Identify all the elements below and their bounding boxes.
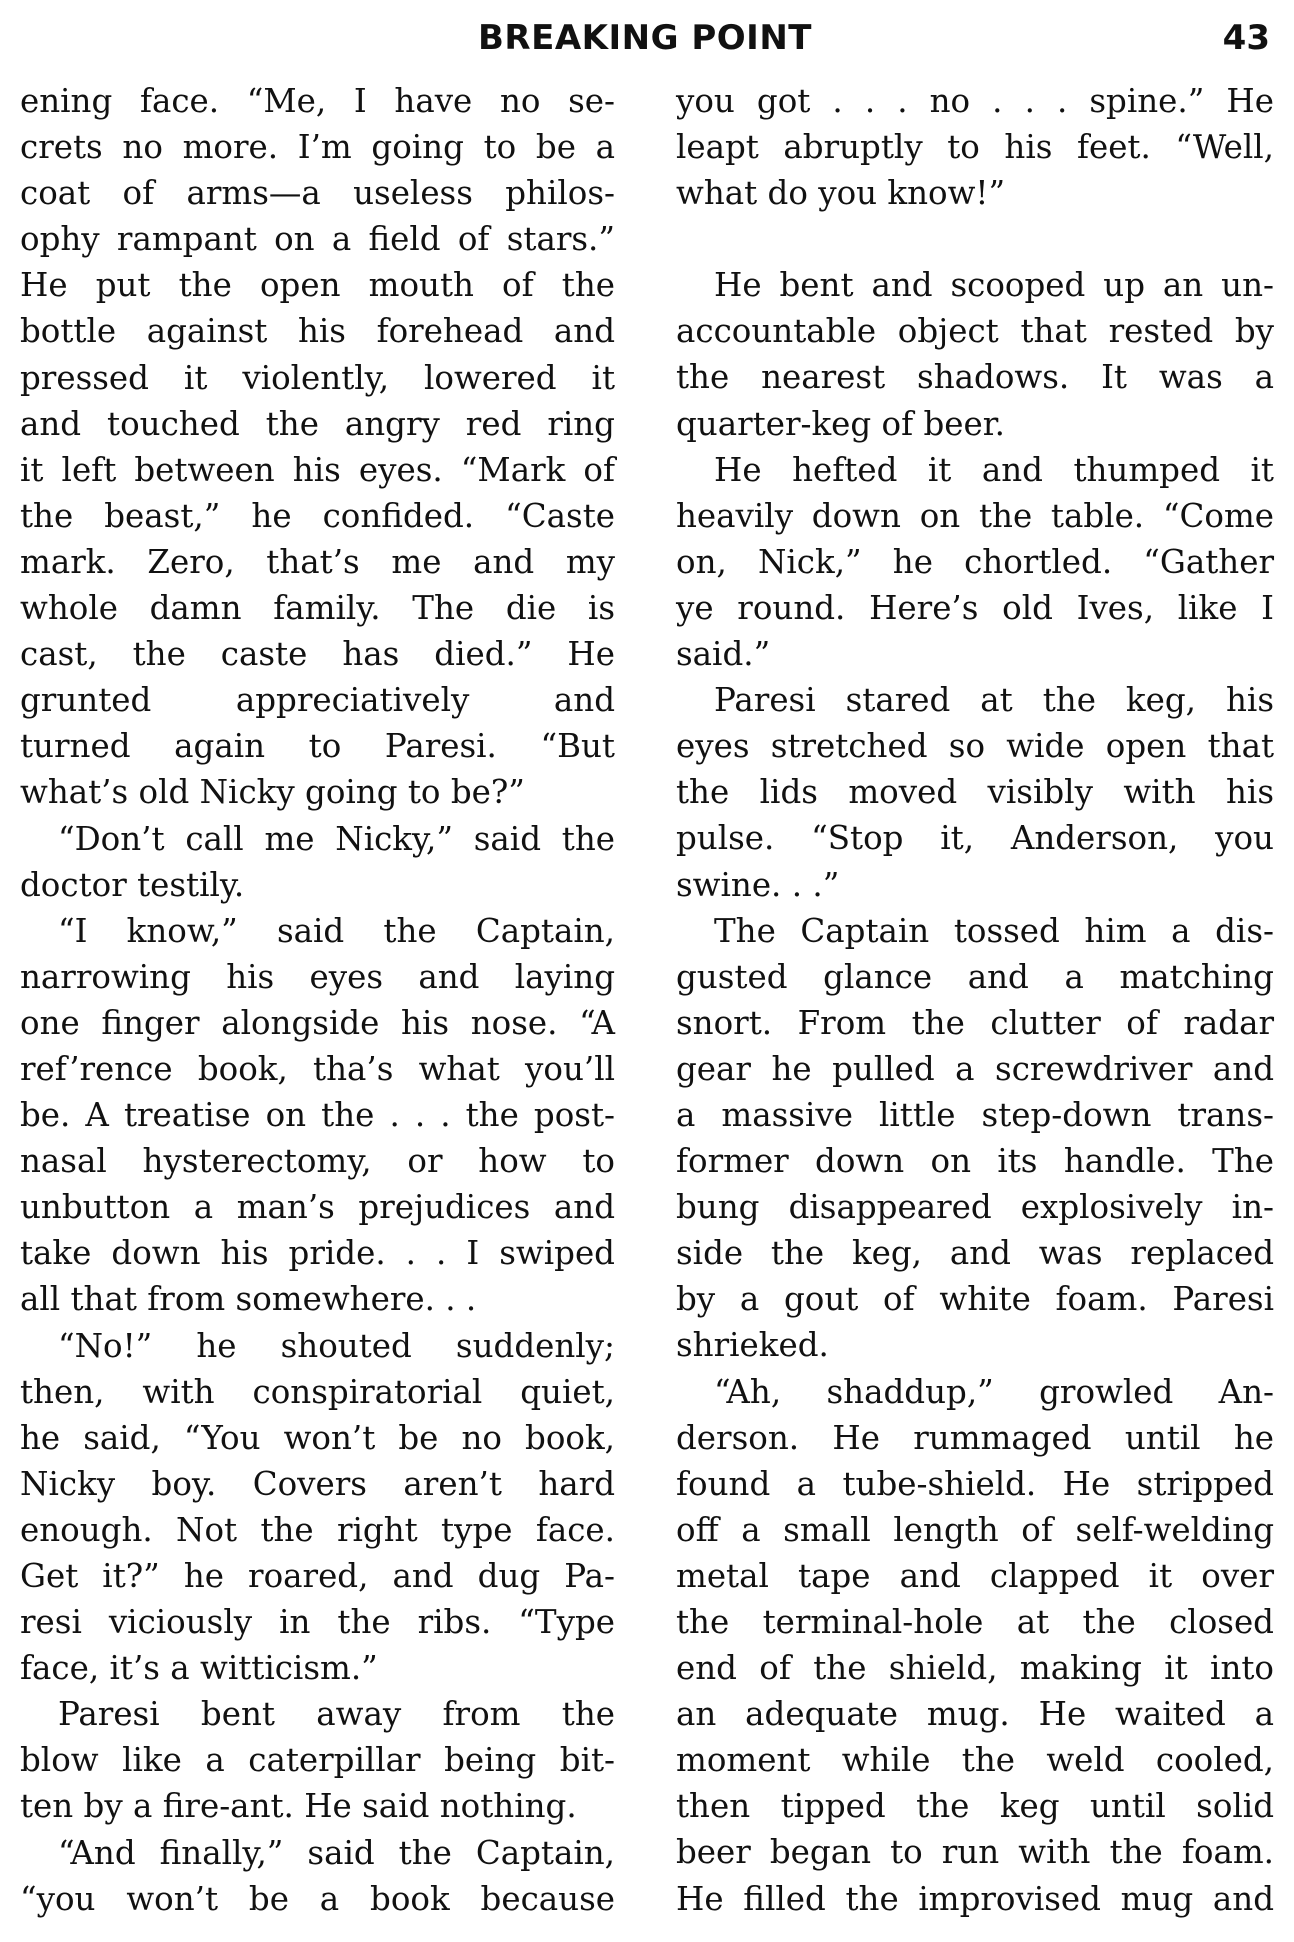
text-line: “No!” he shouted suddenly; [58,1326,615,1365]
page-number: 43 [1222,18,1270,58]
text-line: blow like a caterpillar being bit- [20,1741,615,1780]
text-line: grunted appreciatively and [20,681,615,720]
text-line: “And finally,” said the Captain, [58,1833,615,1872]
text-line: what’s old Nicky going to be?” [20,773,525,812]
text-line: the nearest shadows. It was a [676,358,1274,397]
text-line: the lids moved visibly with his [676,773,1274,812]
text-line: swine. . .” [676,865,840,904]
text-line: beer began to run with the foam. [676,1833,1274,1872]
text-line: Get it?” he roared, and dug Pa- [20,1557,615,1595]
text-line: eyes stretched so wide open that [676,727,1274,766]
text-line: heavily down on the table. “Come [676,496,1274,535]
text-line: Paresi bent away from the [58,1695,615,1734]
text-line: ye round. Here’s old Ives, like I [676,588,1274,627]
text-line: an adequate mug. He waited a [676,1695,1274,1734]
text-line: and touched the angry red ring [20,404,615,443]
left-column [20,78,615,1922]
text-line: then tipped the keg until solid [676,1787,1274,1826]
text-line: crets no more. I’m going to be a [20,128,615,167]
text-line: “Ah, shaddup,” growled An- [714,1372,1274,1411]
text-line: “Don’t call me Nicky,” said the [58,819,615,858]
text-line: doctor testily. [20,865,245,904]
text-line: you got . . . no . . . spine.” He [676,82,1274,120]
text-line: gusted glance and a matching [676,957,1274,996]
text-line: coat of arms—a useless philos- [20,174,615,213]
text-line: Paresi stared at the keg, his [714,681,1274,720]
text-line: a massive little step-down trans- [676,1095,1274,1134]
text-line: it left between his eyes. “Mark of [20,450,615,489]
running-head [20,14,1270,62]
text-line: off a small length of self-welding [676,1510,1274,1549]
text-line: ref’rence book, tha’s what you’ll [20,1049,615,1088]
text-line: He filled the improvised mug and [676,1879,1274,1918]
text-line: resi viciously in the ribs. “Type [20,1603,615,1642]
text-line: accountable object that rested by [676,312,1274,351]
text-line: gear he pulled a screwdriver and [676,1049,1274,1088]
text-line: snort. From the clutter of radar [676,1003,1274,1042]
text-line: be. A treatise on the . . . the post- [20,1096,615,1135]
right-column [676,78,1274,1922]
text-line: cast, the caste has died.” He [20,635,615,674]
text-line: Nicky boy. Covers aren’t hard [20,1464,615,1503]
text-line: He hefted it and thumped it [714,450,1274,489]
text-line: on, Nick,” he chortled. “Gather [676,542,1274,581]
text-line: whole damn family. The die is [20,589,615,628]
text-line: “I know,” said the Captain, [58,911,615,950]
text-line: face, it’s a witticism.” [20,1649,378,1688]
text-line: end of the shield, making it into [676,1649,1274,1688]
text-line: pressed it violently, lowered it [20,358,615,397]
text-line: moment while the weld cooled, [676,1741,1274,1780]
text-line: metal tape and clapped it over [676,1556,1274,1595]
text-line: take down his pride. . . I swiped [20,1234,615,1273]
text-line: found a tube-shield. He stripped [676,1464,1274,1503]
text-line: mark. Zero, that’s me and my [20,542,615,581]
text-line: then, with conspiratorial quiet, [20,1372,615,1411]
text-line: ening face. “Me, I have no se- [20,82,615,120]
text-line: unbutton a man’s prejudices and [20,1188,615,1227]
text-line: He put the open mouth of the [20,266,615,305]
text-line: ophy rampant on a field of stars.” [20,220,615,259]
text-line: the beast,” he confided. “Caste [20,496,615,535]
text-line: nasal hysterectomy, or how to [20,1142,615,1181]
text-line: leapt abruptly to his feet. “Well, [676,128,1274,167]
text-line: by a gout of white foam. Paresi [676,1280,1274,1319]
text-line: “you won’t be a book because [20,1879,615,1918]
text-line: what do you know!” [676,174,1006,213]
text-line: derson. He rummaged until he [676,1418,1274,1457]
text-line: pulse. “Stop it, Anderson, you [676,819,1274,858]
text-line: the terminal-hole at the closed [676,1603,1274,1641]
text-line: former down on its handle. The [676,1142,1274,1181]
text-line: ten by a fire-ant. He said nothing. [20,1787,577,1826]
text-line: all that from somewhere. . . [20,1280,477,1319]
text-line: narrowing his eyes and laying [20,957,615,996]
text-line: one finger alongside his nose. “A [20,1003,615,1042]
text-line: he said, “You won’t be no book, [20,1418,615,1457]
text-line: turned again to Paresi. “But [20,727,615,766]
text-line: The Captain tossed him a dis- [714,911,1274,950]
paragraph-gap [676,216,1274,262]
text-line: bung disappeared explosively in- [676,1188,1274,1227]
text-line: He bent and scooped up an un- [714,266,1274,305]
text-line: bottle against his forehead and [20,312,615,351]
running-title: BREAKING POINT [478,18,812,58]
text-line: quarter-keg of beer. [676,404,1006,443]
text-line: said.” [676,635,771,674]
text-line: side the keg, and was replaced [676,1234,1274,1273]
text-line: enough. Not the right type face. [20,1510,615,1549]
text-line: shrieked. [676,1326,829,1365]
